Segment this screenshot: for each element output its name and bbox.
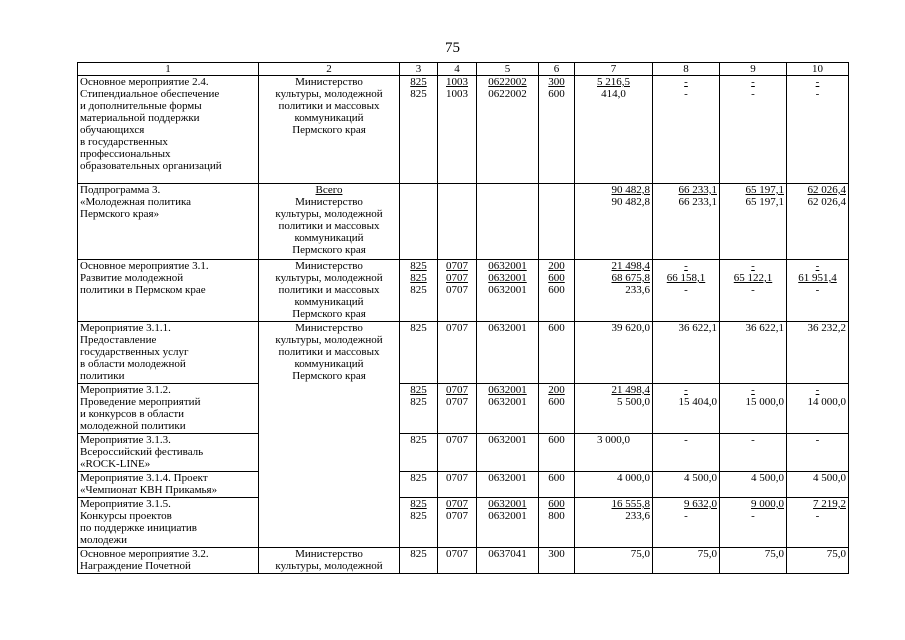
amount-year3-cell: [720, 384, 787, 434]
target-code-cell: [477, 434, 539, 472]
activity-name-line: Мероприятие 3.1.5.: [80, 498, 171, 510]
admin-code: 825: [410, 88, 427, 100]
activity-name-cell: [78, 498, 259, 548]
amount-year4-cell: [787, 548, 849, 574]
admin-code: 825: [410, 284, 427, 296]
budget-table: [77, 62, 849, 574]
expense-code: 600: [548, 434, 565, 446]
target-code: 0632001: [488, 322, 527, 334]
amount-value: 75,0: [764, 548, 784, 560]
executor-line: коммуникаций: [294, 296, 364, 308]
target-code: 0632001: [488, 284, 527, 296]
target-code: 0632001: [488, 472, 527, 484]
table-row: [78, 260, 849, 322]
executor-cell: [259, 322, 400, 548]
executor-line: культуры, молодежной: [275, 208, 383, 220]
admin-code-cell: [400, 498, 438, 548]
amount-year2-cell: [653, 260, 720, 322]
activity-name-line: «Чемпионат КВН Прикамья»: [80, 484, 218, 496]
executor-line: культуры, молодежной: [275, 272, 383, 284]
target-code: 0632001: [488, 396, 527, 408]
amount-year4-cell: [787, 322, 849, 384]
amount-value: -: [751, 434, 755, 446]
amount-value: 65 197,1: [745, 196, 784, 208]
expense-code-cell: [539, 472, 575, 498]
section-code: 0707: [446, 548, 468, 560]
amount-value: 4 000,0: [617, 472, 650, 484]
amount-year4-cell: [787, 434, 849, 472]
target-code-cell: [477, 548, 539, 574]
amount-year2-cell: [653, 472, 720, 498]
admin-code-cell: [400, 472, 438, 498]
target-code: 0632001: [488, 434, 527, 446]
amount-year3-cell: [720, 322, 787, 384]
amount-value: -: [684, 88, 688, 100]
amount-year4-cell: [787, 498, 849, 548]
section-code-cell: [438, 548, 477, 574]
expense-code-cell: [539, 434, 575, 472]
amount-year1-cell: [575, 548, 653, 574]
admin-code: 825: [410, 76, 427, 88]
executor-line: коммуникаций: [294, 358, 364, 370]
amount-year1-cell: [575, 260, 653, 322]
target-code: 0632001: [488, 384, 527, 396]
section-code-cell: [438, 384, 477, 434]
amount-year1-cell: [575, 184, 653, 260]
target-code: 0632001: [488, 498, 527, 510]
amount-value: -: [815, 510, 820, 522]
section-code-cell: [438, 260, 477, 322]
table-row: [78, 322, 849, 384]
amount-value: -: [815, 284, 820, 296]
activity-name-line: молодежи: [80, 534, 127, 546]
amount-value: -: [684, 434, 688, 446]
activity-name-line: Основное мероприятие 3.2.: [80, 548, 209, 560]
expense-code-cell: [539, 384, 575, 434]
amount-value: 414,0: [601, 88, 626, 100]
section-code-cell: [438, 322, 477, 384]
executor-cell: [259, 76, 400, 184]
admin-code: 825: [410, 384, 427, 396]
amount-year4-cell: [787, 260, 849, 322]
amount-year1-cell: [575, 322, 653, 384]
header-cell: 7: [575, 63, 653, 76]
amount-value: 75,0: [826, 548, 846, 560]
admin-code-cell: [400, 434, 438, 472]
section-code: 0707: [446, 396, 468, 408]
executor-line: культуры, молодежной: [275, 560, 383, 572]
executor-line: Министерство: [295, 322, 363, 334]
expense-code-cell: [539, 322, 575, 384]
admin-code-cell: [400, 322, 438, 384]
amount-value: -: [815, 260, 820, 272]
amount-value: 5 216,5: [597, 76, 630, 88]
expense-code: 200: [548, 260, 565, 272]
activity-name-cell: [78, 76, 259, 184]
activity-name-line: и дополнительные формы: [80, 100, 202, 112]
amount-year2-cell: [653, 434, 720, 472]
amount-value: -: [684, 260, 688, 272]
activity-name-line: «Молодежная политика: [80, 196, 192, 208]
amount-value: 62 026,4: [807, 184, 846, 196]
activity-name-cell: [78, 472, 259, 498]
amount-value: -: [751, 510, 755, 522]
admin-code: 825: [410, 322, 427, 334]
executor-cell: [259, 184, 400, 260]
activity-name-line: Мероприятие 3.1.2.: [80, 384, 171, 396]
header-cell: 3: [400, 63, 438, 76]
table-row: [78, 498, 849, 548]
activity-name-line: Проведение мероприятий: [80, 396, 201, 408]
amount-value: 61 951,4: [798, 272, 837, 284]
expense-code: 600: [548, 396, 565, 408]
amount-value: -: [815, 434, 820, 446]
executor-line: культуры, молодежной: [275, 334, 383, 346]
amount-value: -: [684, 510, 688, 522]
amount-year3-cell: [720, 548, 787, 574]
activity-name-line: Предоставление: [80, 334, 157, 346]
expense-code-cell: [539, 498, 575, 548]
section-code: 0707: [446, 510, 468, 522]
amount-value: -: [751, 76, 755, 88]
header-cell: 9: [720, 63, 787, 76]
executor-line: культуры, молодежной: [275, 88, 383, 100]
section-code: 0707: [446, 498, 468, 510]
amount-year3-cell: [720, 260, 787, 322]
activity-name-line: политики в Пермском крае: [80, 284, 206, 296]
section-code: 0707: [446, 284, 468, 296]
target-code-cell: [477, 322, 539, 384]
admin-code: 825: [410, 260, 427, 272]
target-code: 0632001: [488, 272, 527, 284]
activity-name-cell: [78, 384, 259, 434]
executor-line: политики и массовых: [278, 100, 380, 112]
amount-value: 90 482,8: [611, 184, 650, 196]
amount-year1-cell: [575, 498, 653, 548]
activity-name-cell: [78, 434, 259, 472]
table-row: [78, 548, 849, 574]
expense-code: 600: [548, 88, 565, 100]
amount-value: -: [751, 384, 755, 396]
amount-value: 15 000,0: [745, 396, 784, 408]
activity-name-line: Основное мероприятие 2.4.: [80, 76, 209, 88]
executor-line: Пермского края: [292, 308, 366, 320]
executor-line: коммуникаций: [294, 112, 364, 124]
amount-year4-cell: [787, 184, 849, 260]
amount-value: 65 122,1: [733, 272, 773, 284]
expense-code: 200: [548, 384, 565, 396]
activity-name-line: Основное мероприятие 3.1.: [80, 260, 209, 272]
expense-code: 300: [548, 548, 565, 560]
amount-value: 68 675,8: [611, 272, 650, 284]
activity-name-cell: [78, 548, 259, 574]
admin-code-cell: [400, 260, 438, 322]
amount-value: 7 219,2: [813, 498, 846, 510]
table-row: [78, 76, 849, 184]
executor-line: Пермского края: [292, 244, 366, 256]
amount-year4-cell: [787, 76, 849, 184]
section-code-cell: [438, 184, 477, 260]
executor-cell: [259, 548, 400, 574]
activity-name-line: Развитие молодежной: [80, 272, 184, 284]
amount-year2-cell: [653, 384, 720, 434]
amount-value: 9 632,0: [684, 498, 717, 510]
section-code-cell: [438, 434, 477, 472]
activity-name-line: молодежной политики: [80, 420, 186, 432]
activity-name-line: Мероприятие 3.1.4. Проект: [80, 472, 208, 484]
amount-value: 36 622,1: [745, 322, 784, 334]
section-code: 0707: [446, 434, 468, 446]
table-row: [78, 434, 849, 472]
admin-code: 825: [410, 510, 427, 522]
admin-code-cell: [400, 184, 438, 260]
amount-year1-cell: [575, 472, 653, 498]
activity-name-line: Всероссийский фестиваль: [80, 446, 204, 458]
amount-year2-cell: [653, 548, 720, 574]
amount-value: 75,0: [630, 548, 650, 560]
section-code: 0707: [446, 272, 468, 284]
admin-code: 825: [410, 548, 427, 560]
activity-name-line: образовательных организаций: [80, 160, 222, 172]
activity-name-line: обучающихся: [80, 124, 145, 136]
header-cell: 4: [438, 63, 477, 76]
activity-name-line: Стипендиальное обеспечение: [80, 88, 220, 100]
header-cell: 6: [539, 63, 575, 76]
activity-name-line: и конкурсов в области: [80, 408, 185, 420]
executor-line: Министерство: [295, 196, 363, 208]
header-cell: 10: [787, 63, 849, 76]
section-code-cell: [438, 472, 477, 498]
amount-year2-cell: [653, 184, 720, 260]
activity-name-line: профессиональных: [80, 148, 171, 160]
executor-line: политики и массовых: [278, 284, 380, 296]
activity-name-line: политики: [80, 370, 125, 382]
target-code-cell: [477, 498, 539, 548]
amount-value: -: [815, 384, 820, 396]
section-code: 1003: [446, 88, 468, 100]
amount-value: -: [751, 260, 755, 272]
expense-code: 600: [548, 322, 565, 334]
activity-name-line: Награждение Почетной: [80, 560, 191, 572]
amount-value: 3 000,0: [597, 434, 630, 446]
amount-value: 75,0: [697, 548, 717, 560]
section-code: 0707: [446, 472, 468, 484]
activity-name-line: Мероприятие 3.1.3.: [80, 434, 171, 446]
table-header-row: [78, 63, 849, 76]
target-code-cell: [477, 472, 539, 498]
amount-value: 36 232,2: [807, 322, 846, 334]
activity-name-line: в государственных: [80, 136, 168, 148]
amount-value: 66 233,1: [678, 184, 717, 196]
executor-line: политики и массовых: [278, 220, 380, 232]
table-row: [78, 184, 849, 260]
target-code: 0637041: [488, 548, 527, 560]
table-row: [78, 472, 849, 498]
target-code: 0632001: [488, 510, 527, 522]
expense-code: 600: [548, 284, 565, 296]
amount-year3-cell: [720, 472, 787, 498]
section-code: 0707: [446, 260, 468, 272]
expense-code-cell: [539, 184, 575, 260]
header-cell: 1: [78, 63, 259, 76]
amount-value: 66 158,1: [666, 272, 706, 284]
expense-code-cell: [539, 548, 575, 574]
amount-value: 15 404,0: [678, 396, 717, 408]
expense-code: 800: [548, 510, 565, 522]
target-code: 0622002: [488, 88, 527, 100]
amount-value: -: [815, 76, 820, 88]
section-code: 0707: [446, 384, 468, 396]
expense-code: 600: [548, 272, 565, 284]
amount-year3-cell: [720, 434, 787, 472]
header-cell: 2: [259, 63, 400, 76]
section-code: 0707: [446, 322, 468, 334]
section-code: 1003: [446, 76, 468, 88]
activity-name-line: Пермского края»: [80, 208, 160, 220]
header-cell: 5: [477, 63, 539, 76]
page-number: 75: [445, 40, 460, 56]
amount-value: -: [751, 88, 755, 100]
activity-name-line: «ROCK-LINE»: [80, 458, 151, 470]
amount-value: 90 482,8: [611, 196, 650, 208]
executor-line: Министерство: [295, 76, 363, 88]
amount-value: 233,6: [625, 510, 650, 522]
expense-code: 600: [548, 472, 565, 484]
amount-value: -: [815, 88, 820, 100]
admin-code-cell: [400, 548, 438, 574]
admin-code: 825: [410, 498, 427, 510]
activity-name-line: государственных услуг: [80, 346, 189, 358]
admin-code: 825: [410, 472, 427, 484]
executor-line: коммуникаций: [294, 232, 364, 244]
amount-value: -: [751, 284, 755, 296]
activity-name-line: Мероприятие 3.1.1.: [80, 322, 171, 334]
target-code-cell: [477, 384, 539, 434]
target-code: 0622002: [488, 76, 527, 88]
executor-line: политики и массовых: [278, 346, 380, 358]
amount-year1-cell: [575, 76, 653, 184]
expense-code-cell: [539, 260, 575, 322]
header-cell: 8: [653, 63, 720, 76]
target-code-cell: [477, 76, 539, 184]
executor-total-label: Всего: [315, 184, 343, 196]
amount-value: 4 500,0: [813, 472, 846, 484]
table-row: [78, 384, 849, 434]
amount-year3-cell: [720, 76, 787, 184]
activity-name-cell: [78, 260, 259, 322]
amount-value: 36 622,1: [678, 322, 717, 334]
activity-name-line: Подпрограмма 3.: [80, 184, 161, 196]
amount-value: -: [684, 384, 688, 396]
amount-value: 65 197,1: [745, 184, 784, 196]
activity-name-cell: [78, 184, 259, 260]
expense-code: 300: [548, 76, 565, 88]
amount-value: 233,6: [625, 284, 650, 296]
amount-year1-cell: [575, 434, 653, 472]
amount-year1-cell: [575, 384, 653, 434]
admin-code: 825: [410, 434, 427, 446]
activity-name-line: в области молодежной: [80, 358, 186, 370]
amount-year2-cell: [653, 322, 720, 384]
amount-value: 21 498,4: [611, 384, 650, 396]
amount-value: 39 620,0: [611, 322, 650, 334]
section-code-cell: [438, 76, 477, 184]
section-code-cell: [438, 498, 477, 548]
amount-year2-cell: [653, 498, 720, 548]
executor-cell: [259, 260, 400, 322]
amount-value: 4 500,0: [751, 472, 784, 484]
amount-year4-cell: [787, 384, 849, 434]
activity-name-line: материальной поддержки: [80, 112, 200, 124]
activity-name-cell: [78, 322, 259, 384]
amount-value: 4 500,0: [684, 472, 717, 484]
target-code-cell: [477, 260, 539, 322]
executor-line: Министерство: [295, 260, 363, 272]
target-code-cell: [477, 184, 539, 260]
amount-year4-cell: [787, 472, 849, 498]
amount-value: 5 500,0: [617, 396, 650, 408]
activity-name-line: по поддержке инициатив: [80, 522, 198, 534]
amount-value: -: [684, 76, 688, 88]
amount-value: 21 498,4: [611, 260, 650, 272]
admin-code-cell: [400, 384, 438, 434]
admin-code: 825: [410, 396, 427, 408]
target-code: 0632001: [488, 260, 527, 272]
amount-value: -: [684, 284, 688, 296]
activity-name-line: Конкурсы проектов: [80, 510, 172, 522]
amount-value: 66 233,1: [678, 196, 717, 208]
amount-value: 16 555,8: [611, 498, 650, 510]
executor-line: Пермского края: [292, 370, 366, 382]
executor-line: Пермского края: [292, 124, 366, 136]
amount-value: 9 000,0: [751, 498, 784, 510]
expense-code-cell: [539, 76, 575, 184]
amount-value: 62 026,4: [807, 196, 846, 208]
expense-code: 600: [548, 498, 565, 510]
admin-code: 825: [410, 272, 427, 284]
amount-year3-cell: [720, 184, 787, 260]
executor-line: Министерство: [295, 548, 363, 560]
admin-code-cell: [400, 76, 438, 184]
amount-value: 14 000,0: [807, 396, 846, 408]
amount-year2-cell: [653, 76, 720, 184]
amount-year3-cell: [720, 498, 787, 548]
